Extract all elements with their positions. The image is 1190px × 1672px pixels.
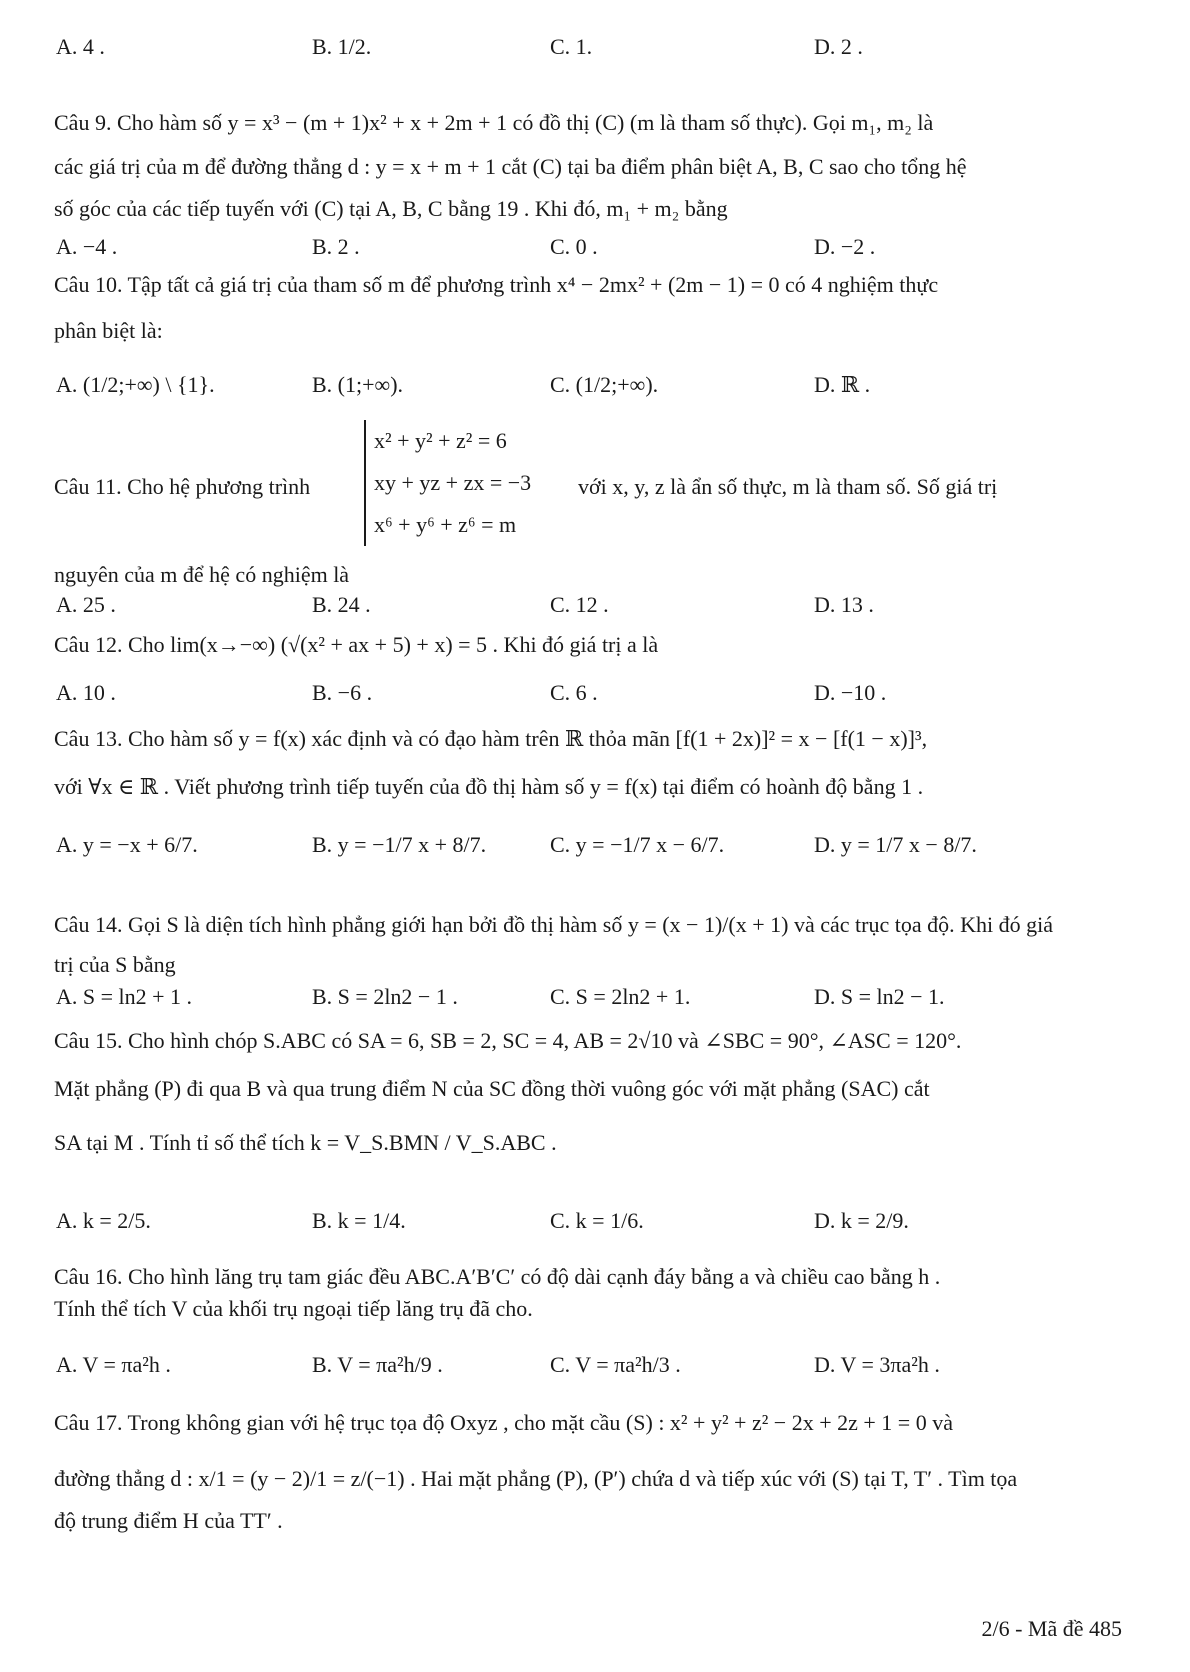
q15-option-c: C. k = 1/6. <box>550 1208 644 1233</box>
q11-option-d: D. 13 . <box>814 592 874 617</box>
q14-option-d: D. S = ln2 − 1. <box>814 984 945 1009</box>
q13-option-d: D. y = 1/7 x − 8/7. <box>814 832 977 857</box>
q10-option-b: B. (1;+∞). <box>312 372 404 397</box>
q16-option-d: D. V = 3πa²h . <box>814 1352 940 1377</box>
q8-option-d: D. 2 . <box>814 34 863 59</box>
q9-options <box>56 222 1150 272</box>
q15-line1: Câu 15. Cho hình chóp S.ABC có SA = 6, SB = 2, SC = 4, AB = 2√10 và ∠SBC = 90°, ∠ASC = 120°. <box>54 1028 962 1053</box>
q10-option-a: A. (1/2;+∞) \ {1}. <box>56 372 215 397</box>
q11-option-a: A. 25 . <box>56 592 116 617</box>
q14-option-b: B. S = 2ln2 − 1 . <box>312 984 458 1009</box>
q10-option-d: D. ℝ . <box>814 372 871 397</box>
q15-options <box>56 1196 1150 1246</box>
q8-option-b: B. 1/2. <box>312 34 372 59</box>
q12-option-c: C. 6 . <box>550 680 598 705</box>
q11-option-c: C. 12 . <box>550 592 609 617</box>
q11-line2: nguyên của m để hệ có nghiệm là <box>54 562 350 587</box>
q17-line3: độ trung điểm H của TT′ . <box>54 1508 283 1533</box>
q10-line1: Câu 10. Tập tất cả giá trị của tham số m để phương trình x⁴ − 2mx² + (2m − 1) = 0 có 4 nghiệm thực <box>54 272 939 297</box>
q11-equation-system <box>364 420 531 546</box>
q11-eq1: x² + y² + z² = 6 <box>374 428 507 453</box>
q15-option-a: A. k = 2/5. <box>56 1208 151 1233</box>
q11-eq3: x⁶ + y⁶ + z⁶ = m <box>374 512 517 537</box>
q14-options <box>56 972 1150 1022</box>
q11-options <box>56 580 1150 630</box>
q13-option-b: B. y = −1/7 x + 8/7. <box>312 832 487 857</box>
q13-line2: với ∀x ∈ ℝ . Viết phương trình tiếp tuyến của đồ thị hàm số y = f(x) tại điểm có hoành độ bằng 1 . <box>54 774 924 799</box>
q9-line1: Câu 9. Cho hàm số y = x³ − (m + 1)x² + x + 2m + 1 có đồ thị (C) (m là tham số thực). Gọi m₁, m₂ là <box>54 110 934 135</box>
q11-tail: với x, y, z là ẩn số thực, m là tham số. Số giá trị <box>578 474 998 499</box>
q8-option-a: A. 4 . <box>56 34 105 59</box>
q15-line2: Mặt phẳng (P) đi qua B và qua trung điểm N của SC đồng thời vuông góc với mặt phẳng (SAC) cắt <box>54 1076 930 1101</box>
q16-options <box>56 1340 1150 1390</box>
q14-option-c: C. S = 2ln2 + 1. <box>550 984 691 1009</box>
q16-line2: Tính thể tích V của khối trụ ngoại tiếp lăng trụ đã cho. <box>54 1296 533 1321</box>
q11-intro: Câu 11. Cho hệ phương trình <box>54 474 311 499</box>
q10-options <box>56 360 1150 410</box>
q16-option-b: B. V = πa²h/9 . <box>312 1352 443 1377</box>
q12-option-a: A. 10 . <box>56 680 116 705</box>
q8-options <box>56 22 1150 72</box>
page-footer: 2/6 - Mã đề 485 <box>981 1616 1122 1641</box>
q12-line1: Câu 12. Cho lim(x→−∞) (√(x² + ax + 5) + x) = 5 . Khi đó giá trị a là <box>54 632 659 657</box>
q9-option-d: D. −2 . <box>814 234 876 259</box>
q9-line2: các giá trị của m để đường thẳng d : y = x + m + 1 cắt (C) tại ba điểm phân biệt A, B, C sao cho tổng hệ <box>54 154 967 179</box>
q12-options <box>56 668 1150 718</box>
q8-option-c: C. 1. <box>550 34 593 59</box>
q13-option-a: A. y = −x + 6/7. <box>56 832 198 857</box>
q14-line1: Câu 14. Gọi S là diện tích hình phẳng giới hạn bởi đồ thị hàm số y = (x − 1)/(x + 1) và các trục tọa độ. Khi đó giá <box>54 912 1053 937</box>
q12-option-d: D. −10 . <box>814 680 887 705</box>
q14-option-a: A. S = ln2 + 1 . <box>56 984 193 1009</box>
q10-line2: phân biệt là: <box>54 318 163 343</box>
q11-option-b: B. 24 . <box>312 592 371 617</box>
q9-option-a: A. −4 . <box>56 234 118 259</box>
q14-line2: trị của S bằng <box>54 952 176 977</box>
q9-option-c: C. 0 . <box>550 234 598 259</box>
q17-line2: đường thẳng d : x/1 = (y − 2)/1 = z/(−1) . Hai mặt phẳng (P), (P′) chứa d và tiếp xúc với (S) tại T, T′ . Tìm tọa <box>54 1466 1018 1491</box>
q16-option-c: C. V = πa²h/3 . <box>550 1352 681 1377</box>
q10-option-c: C. (1/2;+∞). <box>550 372 659 397</box>
q9-option-b: B. 2 . <box>312 234 360 259</box>
q16-line1: Câu 16. Cho hình lăng trụ tam giác đều ABC.A′B′C′ có độ dài cạnh đáy bằng a và chiều cao bằng h . <box>54 1264 941 1289</box>
q17-line1: Câu 17. Trong không gian với hệ trục tọa độ Oxyz , cho mặt cầu (S) : x² + y² + z² − 2x + 2z + 1 = 0 và <box>54 1410 953 1435</box>
q15-option-b: B. k = 1/4. <box>312 1208 406 1233</box>
q12-option-b: B. −6 . <box>312 680 373 705</box>
q11-eq2: xy + yz + zx = −3 <box>374 470 532 495</box>
q13-options <box>56 820 1150 870</box>
q16-option-a: A. V = πa²h . <box>56 1352 171 1377</box>
q13-option-c: C. y = −1/7 x − 6/7. <box>550 832 725 857</box>
q13-line1: Câu 13. Cho hàm số y = f(x) xác định và có đạo hàm trên ℝ thỏa mãn [f(1 + 2x)]² = x − [f(1 − x)]³, <box>54 726 928 751</box>
q15-option-d: D. k = 2/9. <box>814 1208 909 1233</box>
q15-line3: SA tại M . Tính tỉ số thể tích k = V_S.BMN / V_S.ABC . <box>54 1130 557 1155</box>
q9-line3: số góc của các tiếp tuyến với (C) tại A, B, C bằng 19 . Khi đó, m₁ + m₂ bằng <box>54 196 728 221</box>
